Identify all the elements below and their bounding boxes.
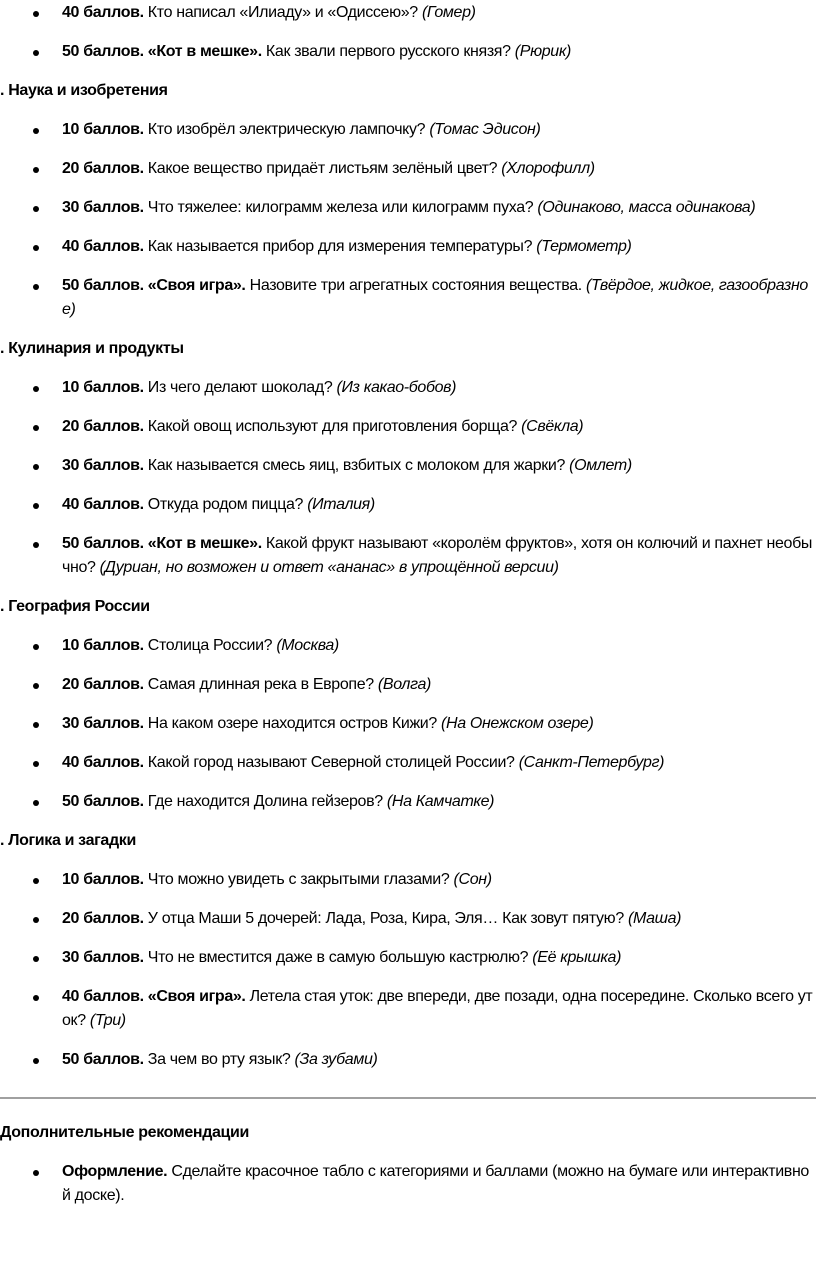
- answer-text: (Италия): [307, 496, 375, 513]
- bullet-icon: [33, 503, 39, 509]
- points-label: 40 баллов. «Своя игра».: [62, 988, 246, 1005]
- answer-text: (Термометр): [536, 238, 632, 255]
- bullet-icon: [33, 1058, 39, 1064]
- points-label: 10 баллов.: [62, 637, 144, 654]
- points-label: 10 баллов.: [62, 379, 144, 396]
- bullet-icon: [33, 800, 39, 806]
- points-label: 20 баллов.: [62, 160, 144, 177]
- question-text: Как называется смесь яиц, взбитых с молоком для жарки?: [143, 457, 570, 474]
- bullet-icon: [33, 995, 39, 1001]
- points-label: 30 баллов.: [62, 457, 144, 474]
- points-label: 20 баллов.: [62, 910, 144, 927]
- points-label: 40 баллов.: [62, 4, 144, 21]
- bullet-icon: [33, 245, 39, 251]
- bullet-icon: [33, 50, 39, 56]
- list-item: [0, 712, 816, 736]
- bullet-icon: [33, 722, 39, 728]
- answer-text: (Гомер): [421, 4, 476, 21]
- list-item: [0, 376, 816, 400]
- answer-text: (За зубами): [294, 1051, 378, 1068]
- answer-text: (Одинаково, масса одинакова): [537, 199, 756, 216]
- answer-text: (Три): [89, 1012, 126, 1029]
- question-text: Что не вместится даже в самую большую кастрюлю?: [143, 949, 533, 966]
- question-text: Какой овощ используют для приготовления борща?: [143, 418, 522, 435]
- list-item: [0, 40, 816, 64]
- document-page: [0, 1, 816, 1223]
- question-text: Сделайте красочное табло с категориями и баллами (можно на бумаге или интерактивной доске).: [62, 1163, 809, 1204]
- points-label: 20 баллов.: [62, 418, 144, 435]
- question-text: Столица России?: [143, 637, 277, 654]
- list-item: [0, 673, 816, 697]
- points-label: 40 баллов.: [62, 496, 144, 513]
- bullet-icon: [33, 425, 39, 431]
- question-text: У отца Маши 5 дочерей: Лада, Роза, Кира, Эля… Как зовут пятую?: [143, 910, 628, 927]
- question-text: Какой город называют Северной столицей России?: [143, 754, 519, 771]
- question-text: Кто изобрёл электрическую лампочку?: [143, 121, 430, 138]
- question-text: Как звали первого русского князя?: [261, 43, 515, 60]
- section-heading: . Наука и изобретения: [0, 82, 168, 99]
- answer-text: (Из какао-бобов): [336, 379, 457, 396]
- question-text: Самая длинная река в Европе?: [143, 676, 378, 693]
- question-text: Откуда родом пицца?: [143, 496, 308, 513]
- answer-text: (Омлет): [569, 457, 632, 474]
- points-label: 50 баллов. «Кот в мешке».: [62, 535, 262, 552]
- section-heading: . Логика и загадки: [0, 832, 136, 849]
- answer-text: (Хлорофилл): [501, 160, 595, 177]
- question-text: Какое вещество придаёт листьям зелёный цвет?: [143, 160, 502, 177]
- bullet-icon: [33, 206, 39, 212]
- question-text: Что тяжелее: килограмм железа или килограмм пуха?: [143, 199, 538, 216]
- question-text: Летела стая уток: две впереди, две позади, одна посередине. Сколько всего уток?: [62, 988, 813, 1029]
- answer-text: (Волга): [377, 676, 431, 693]
- points-label: Оформление.: [62, 1163, 168, 1180]
- bullet-icon: [33, 128, 39, 134]
- list-item: [0, 157, 816, 181]
- points-label: 50 баллов.: [62, 793, 144, 810]
- points-label: 30 баллов.: [62, 199, 144, 216]
- list-item: [0, 790, 816, 814]
- list-item: [0, 751, 816, 775]
- list-item: [0, 1048, 816, 1072]
- list-item: [0, 235, 816, 259]
- bullet-icon: [33, 167, 39, 173]
- list-item: [0, 1160, 816, 1208]
- question-text: Кто написал «Илиаду» и «Одиссею»?: [143, 4, 422, 21]
- answer-text: (Дуриан, но возможен и ответ «ананас» в упрощённой версии): [99, 559, 559, 576]
- points-label: 50 баллов. «Своя игра».: [62, 277, 246, 294]
- bullet-icon: [33, 956, 39, 962]
- section-heading: Дополнительные рекомендации: [0, 1124, 250, 1141]
- answer-text: (На Онежском озере): [441, 715, 594, 732]
- question-text: Какой фрукт называют «королём фруктов», хотя он колючий и пахнет необычно?: [62, 535, 813, 576]
- bullet-icon: [33, 761, 39, 767]
- points-label: 30 баллов.: [62, 715, 144, 732]
- section-heading: . География России: [0, 598, 150, 615]
- answer-text: (Свёкла): [521, 418, 584, 435]
- answer-text: (Её крышка): [532, 949, 622, 966]
- list-item: [0, 196, 816, 220]
- bullet-icon: [33, 683, 39, 689]
- points-label: 50 баллов. «Кот в мешке».: [62, 43, 262, 60]
- list-item: [0, 868, 816, 892]
- bullet-icon: [33, 11, 39, 17]
- divider: [0, 1097, 816, 1099]
- list-item: [0, 118, 816, 142]
- answer-text: (Сон): [453, 871, 492, 888]
- points-label: 40 баллов.: [62, 754, 144, 771]
- question-text: Что можно увидеть с закрытыми глазами?: [143, 871, 454, 888]
- question-text: Как называется прибор для измерения температуры?: [143, 238, 537, 255]
- bullet-icon: [33, 464, 39, 470]
- points-label: 50 баллов.: [62, 1051, 144, 1068]
- answer-text: (Рюрик): [514, 43, 572, 60]
- list-item: [0, 274, 816, 322]
- list-item: [0, 1, 816, 25]
- bullet-icon: [33, 542, 39, 548]
- points-label: 10 баллов.: [62, 871, 144, 888]
- bullet-icon: [33, 917, 39, 923]
- points-label: 30 баллов.: [62, 949, 144, 966]
- list-item: [0, 493, 816, 517]
- bullet-icon: [33, 878, 39, 884]
- answer-text: (Москва): [276, 637, 339, 654]
- list-item: [0, 634, 816, 658]
- bullet-icon: [33, 284, 39, 290]
- section-heading: . Кулинария и продукты: [0, 340, 184, 357]
- bullet-icon: [33, 1170, 39, 1176]
- points-label: 40 баллов.: [62, 238, 144, 255]
- question-text: Назовите три агрегатных состояния вещества.: [245, 277, 586, 294]
- bullet-icon: [33, 644, 39, 650]
- list-item: [0, 946, 816, 970]
- answer-text: (На Камчатке): [386, 793, 495, 810]
- answer-text: (Твёрдое, жидкое, газообразное): [62, 277, 808, 318]
- answer-text: (Маша): [627, 910, 682, 927]
- list-item: [0, 907, 816, 931]
- list-item: [0, 532, 816, 580]
- list-item: [0, 454, 816, 478]
- bullet-icon: [33, 386, 39, 392]
- question-text: Из чего делают шоколад?: [143, 379, 337, 396]
- answer-text: (Санкт-Петербург): [518, 754, 665, 771]
- question-text: Где находится Долина гейзеров?: [143, 793, 387, 810]
- question-text: На каком озере находится остров Кижи?: [143, 715, 442, 732]
- list-item: [0, 415, 816, 439]
- question-text: За чем во рту язык?: [143, 1051, 295, 1068]
- points-label: 20 баллов.: [62, 676, 144, 693]
- list-item: [0, 985, 816, 1033]
- answer-text: (Томас Эдисон): [429, 121, 541, 138]
- points-label: 10 баллов.: [62, 121, 144, 138]
